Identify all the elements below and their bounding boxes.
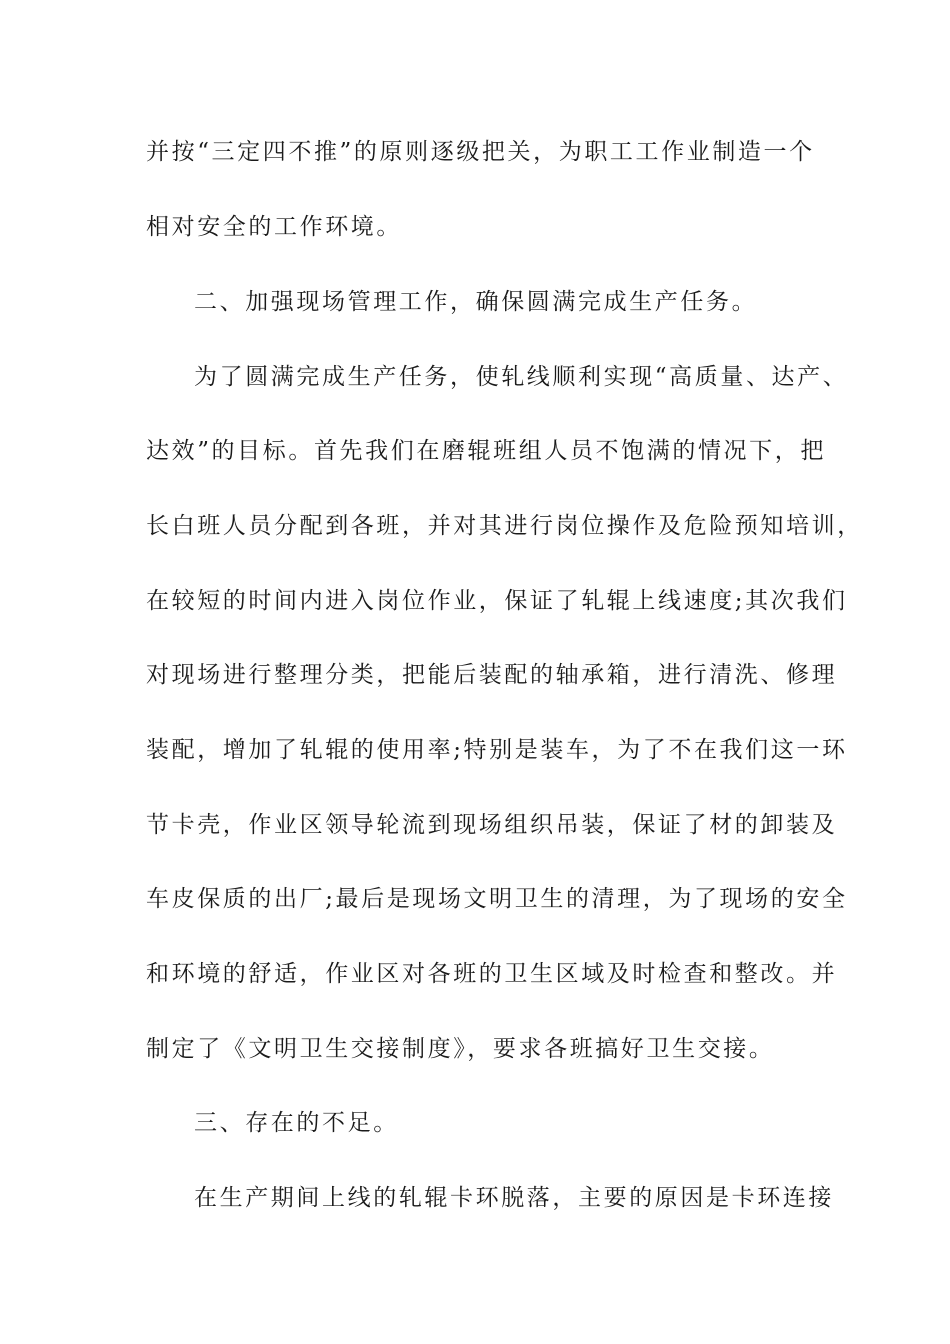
text-line: 在生产期间上线的轧辊卡环脱落，主要的原因是卡环连接	[194, 1185, 834, 1211]
text-line: 在较短的时间内进入岗位作业，保证了轧辊上线速度;其次我们	[146, 588, 848, 614]
text-line: 车皮保质的出厂;最后是现场文明卫生的清理，为了现场的安全	[146, 886, 848, 912]
text-line: 并按“三定四不推”的原则逐级把关，为职工工作业制造一个	[146, 139, 815, 165]
text-line: 长白班人员分配到各班，并对其进行岗位操作及危险预知培训，	[146, 513, 863, 539]
text-line: 节卡壳，作业区领导轮流到现场组织吊装，保证了材的卸装及	[146, 812, 838, 838]
text-line: 和环境的舒适，作业区对各班的卫生区域及时检查和整改。并	[146, 961, 838, 987]
text-line: 对现场进行整理分类，把能后装配的轴承箱，进行清洗、修理	[146, 662, 838, 688]
text-line: 达效”的目标。首先我们在磨辊班组人员不饱满的情况下，把	[146, 438, 826, 464]
text-line: 为了圆满完成生产任务，使轧线顺利实现“高质量、达产、	[194, 364, 849, 390]
section-heading: 三、存在的不足。	[194, 1110, 399, 1136]
text-line: 装配，增加了轧辊的使用率;特别是装车，为了不在我们这一环	[146, 737, 848, 763]
text-line: 相对安全的工作环境。	[146, 214, 402, 240]
text-line: 制定了《文明卫生交接制度》，要求各班搞好卫生交接。	[146, 1036, 775, 1062]
section-heading: 二、加强现场管理工作，确保圆满完成生产任务。	[194, 289, 758, 315]
